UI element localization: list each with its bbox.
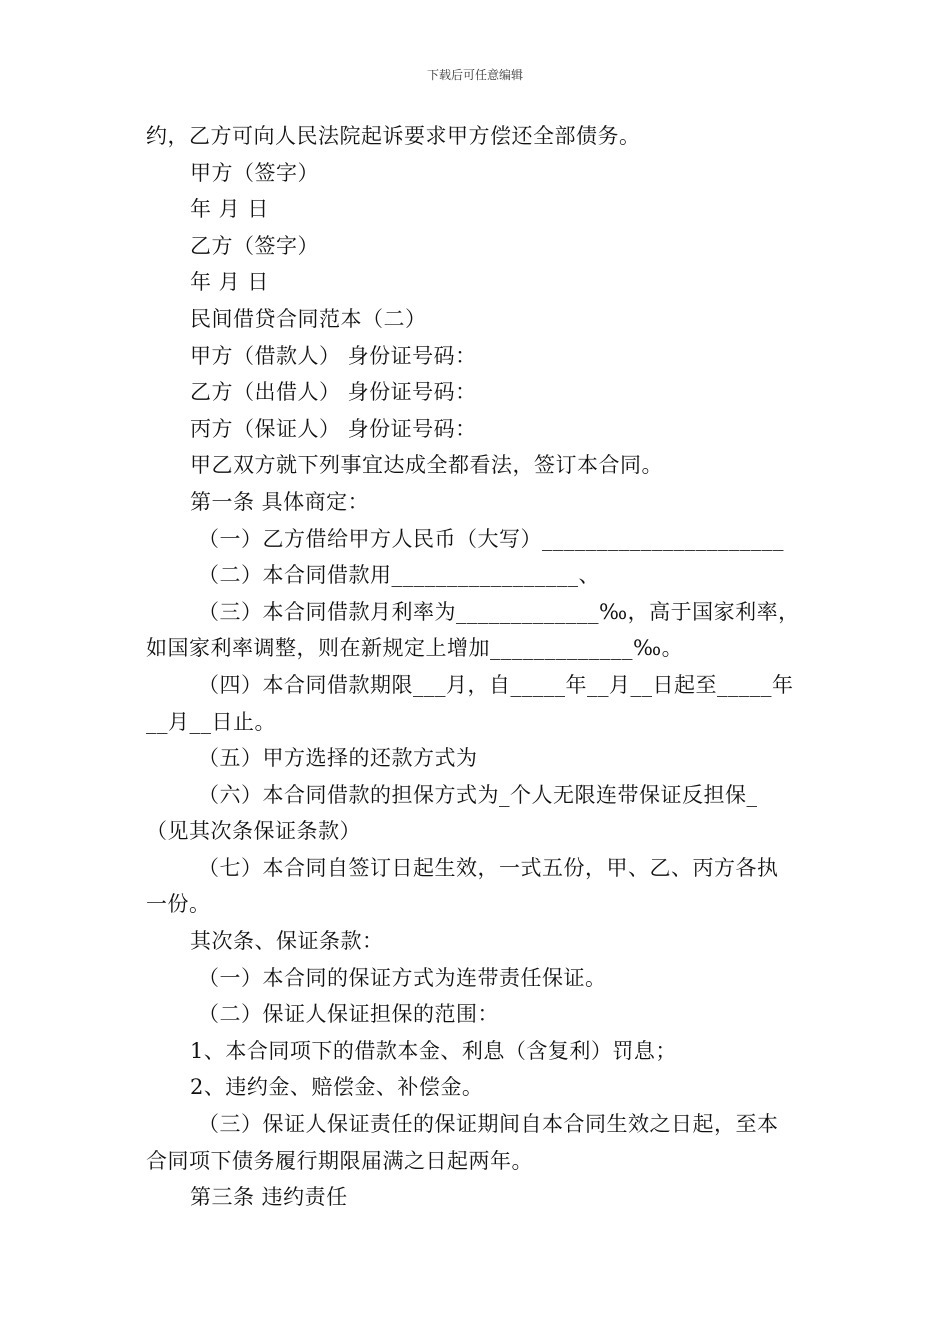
clause-line: （四）本合同借款期限___月，自_____年__月__日起至_____年: [198, 672, 794, 697]
date-line: 年 月 日: [190, 270, 269, 295]
party-c-id: 丙方（保证人） 身份证号码：: [190, 416, 477, 441]
paragraph-line: 甲乙双方就下列事宜达成全都看法，签订本合同。: [190, 453, 663, 478]
clause-line: （二）本合同借款用_________________、: [198, 563, 600, 588]
clause-continuation: 合同项下债务履行期限届满之日起两年。: [146, 1148, 533, 1173]
clause-line: （二）保证人保证担保的范围：: [198, 1002, 499, 1027]
party-a-signature: 甲方（签字）: [190, 160, 319, 185]
paragraph-line: 约，乙方可向人民法院起诉要求甲方偿还全部债务。: [146, 124, 641, 148]
clause-line: （五）甲方选择的还款方式为: [198, 746, 478, 771]
document-body: [146, 118, 806, 1216]
section-heading: 其次条、保证条款：: [190, 929, 384, 954]
clause-line: （一）乙方借给甲方人民币（大写）______________________: [198, 526, 784, 551]
clause-line: （六）本合同借款的担保方式为_个人无限连带保证反担保_: [198, 782, 758, 807]
clause-line: （一）本合同的保证方式为连带责任保证。: [198, 965, 607, 990]
party-a-id: 甲方（借款人） 身份证号码：: [190, 343, 477, 368]
party-b-id: 乙方（出借人） 身份证号码：: [190, 380, 477, 405]
party-b-signature: 乙方（签字）: [190, 233, 319, 258]
contract-title: 民间借贷合同范本（二）: [190, 306, 427, 331]
clause-continuation: __月__日止。: [146, 709, 276, 734]
clause-line: （七）本合同自签订日起生效，一式五份，甲、乙、丙方各执: [198, 855, 779, 880]
page-header: 下载后可任意编辑: [426, 68, 523, 82]
list-item: 2、违约金、赔偿金、补偿金。: [190, 1075, 484, 1100]
list-item: 1、本合同项下的借款本金、利息（含复利）罚息；: [190, 1038, 677, 1063]
clause-continuation: 一份。: [146, 892, 211, 917]
clause-continuation: （见其次条保证条款）: [146, 819, 361, 844]
section-heading: 第一条 具体商定：: [190, 489, 370, 514]
clause-line: （三）本合同借款月利率为_____________‰，高于国家利率，: [198, 599, 800, 624]
clause-line: （三）保证人保证责任的保证期间自本合同生效之日起，至本: [198, 1112, 779, 1137]
date-line: 年 月 日: [190, 197, 269, 222]
clause-continuation: 如国家利率调整，则在新规定上增加_____________‰。: [146, 636, 684, 661]
section-heading: 第三条 违约责任: [190, 1185, 348, 1210]
